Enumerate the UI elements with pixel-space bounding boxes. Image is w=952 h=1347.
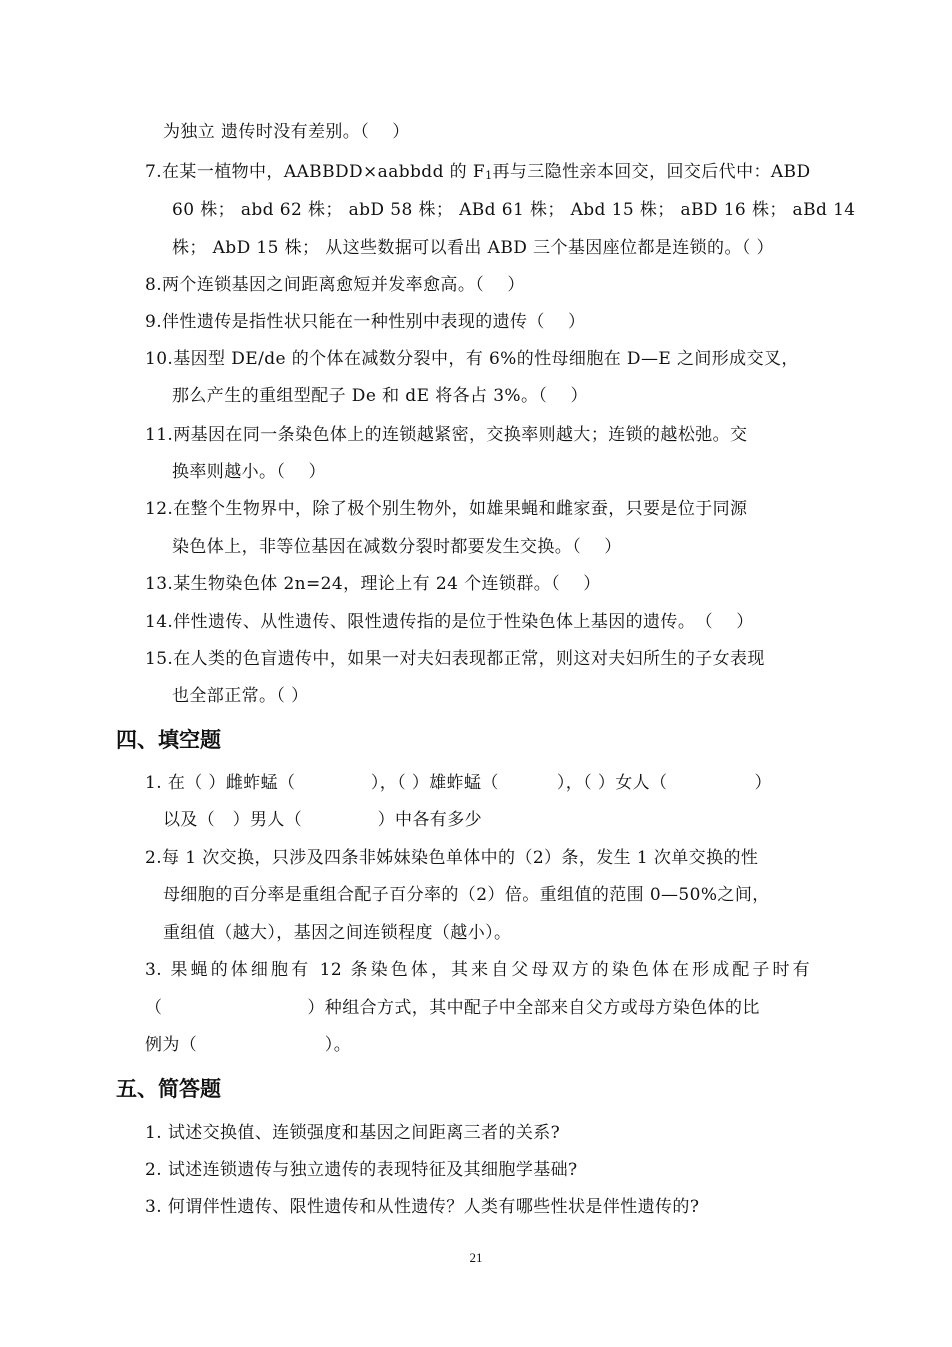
judge-q10-line1: 10.基因型 DE/de 的个体在减数分裂中，有 6%的性母细胞在 D—E 之间形成交叉，	[145, 349, 799, 369]
judge-q15-line1: 15.在人类的色盲遗传中，如果一对夫妇表现都正常，则这对夫妇所生的子女表现	[145, 649, 765, 669]
judge-q13: 13.某生物染色体 2n=24，理论上有 24 个连锁群。（ ）	[145, 574, 601, 594]
judge-q7-line1	[145, 161, 810, 187]
judge-q12-line2: 染色体上，非等位基因在减数分裂时都要发生交换。（ ）	[172, 537, 622, 557]
judge-q7-line1-pre: 7.在某一植物中，AABBDD×aabbdd 的 F	[145, 162, 486, 182]
judge-q7-line1-post: 再与三隐性亲本回交，回交后代中：ABD	[492, 162, 811, 182]
short-q3: 3. 何谓伴性遗传、限性遗传和从性遗传？人类有哪些性状是伴性遗传的?	[145, 1197, 700, 1217]
judge-q15-line2: 也全部正常。（ ）	[172, 686, 309, 706]
judge-q7-f1-subscript: 1	[485, 169, 493, 182]
judge-q11-line1: 11.两基因在同一条染色体上的连锁越紧密，交换率则越大；连锁的越松弛。交	[145, 425, 748, 445]
page-number: 21	[469, 1250, 483, 1265]
judge-q14: 14.伴性遗传、从性遗传、限性遗传指的是位于性染色体上基因的遗传。 （ ）	[145, 612, 754, 632]
fill-q3-line2: （ ）种组合方式，其中配子中全部来自父方或母方染色体的比	[145, 998, 760, 1018]
fill-q1-line2: 以及（ ）男人（ ）中各有多少	[163, 810, 483, 830]
judge-q11-line2: 换率则越小。（ ）	[172, 462, 326, 482]
judge-q6-continuation: 为独立 遗传时没有差别。（ ）	[163, 122, 410, 142]
judge-q10-line2: 那么产生的重组型配子 De 和 dE 将各占 3%。（ ）	[172, 386, 588, 406]
judge-q7-line3: 株； AbD 15 株； 从这些数据可以看出 ABD 三个基因座位都是连锁的。（ ）	[172, 238, 774, 258]
short-answer-heading: 五、简答题	[116, 1077, 221, 1101]
short-q2: 2. 试述连锁遗传与独立遗传的表现特征及其细胞学基础?	[145, 1160, 578, 1180]
short-q1: 1. 试述交换值、连锁强度和基因之间距离三者的关系?	[145, 1123, 561, 1143]
judge-q8: 8.两个连锁基因之间距离愈短并发率愈高。（ ）	[145, 275, 525, 295]
judge-q7-line2: 60 株； abd 62 株； abD 58 株； ABd 61 株； Abd 15 株； aBD 16 株； aBd 14	[172, 200, 856, 220]
fill-q2-line1: 2.每 1 次交换，只涉及四条非姊妹染色单体中的（2）条，发生 1 次单交换的性	[145, 848, 759, 868]
fill-q1-line1: 1. 在（ ）雌蚱蜢（ ），（ ）雄蚱蜢（ ），（ ）女人（ ）	[145, 773, 772, 793]
fill-blank-heading: 四、填空题	[116, 728, 221, 752]
judge-q12-line1: 12.在整个生物界中，除了极个别生物外，如雄果蝇和雌家蚕，只要是位于同源	[145, 499, 748, 519]
fill-q3-line3: 例为（ ）。	[145, 1035, 352, 1055]
judge-q9: 9.伴性遗传是指性状只能在一种性别中表现的遗传（ ）	[145, 312, 586, 332]
fill-q2-line3: 重组值（越大），基因之间连锁程度（越小）。	[163, 923, 512, 943]
fill-q2-line2: 母细胞的百分率是重组合配子百分率的（2）倍。重组值的范围 0—50%之间，	[163, 885, 770, 905]
fill-q3-line1: 3. 果蝇的体细胞有 12 条染色体，其来自父母双方的染色体在形成配子时有	[145, 960, 810, 980]
